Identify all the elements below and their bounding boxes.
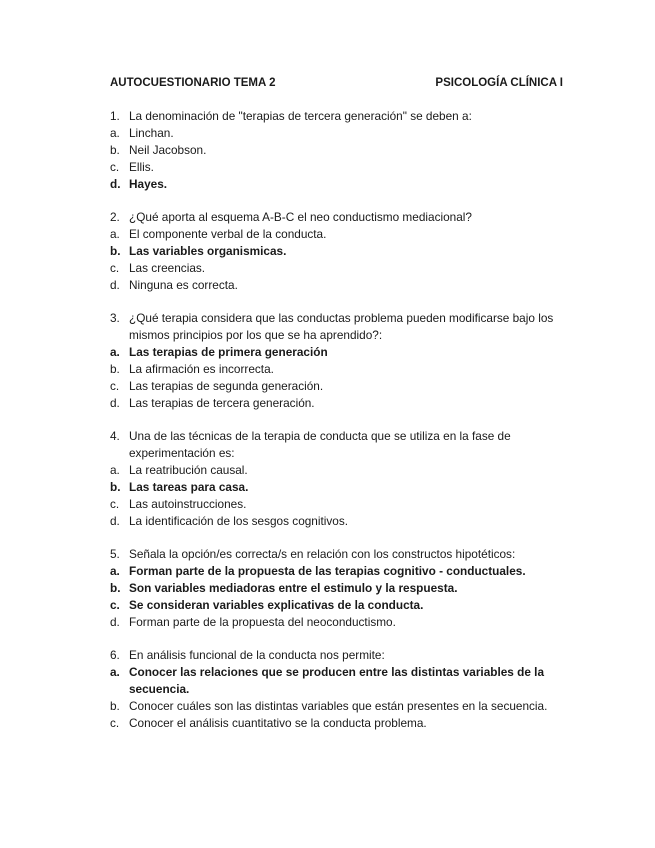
option-label: a. <box>110 126 120 140</box>
option-text: La reatribución causal. <box>129 463 248 477</box>
option-text: Las terapias de segunda generación. <box>129 379 324 393</box>
option-label: b. <box>110 244 121 258</box>
option-text: Conocer cuáles son las distintas variables que están presentes en la secuencia. <box>129 699 548 713</box>
option-text: Linchan. <box>129 126 174 140</box>
option <box>110 277 570 294</box>
option-label: a. <box>110 665 120 679</box>
question-text: La denominación de "terapias de tercera generación" se deben a: <box>129 109 472 123</box>
option <box>110 698 570 715</box>
option-label: c. <box>110 379 120 393</box>
option-correct <box>110 176 570 193</box>
option-label: a. <box>110 345 120 359</box>
question-6 <box>110 647 570 732</box>
header-subject: PSICOLOGÍA CLÍNICA I <box>435 77 563 89</box>
option-text: Ninguna es correcta. <box>129 278 238 292</box>
option <box>110 125 570 142</box>
option-correct <box>110 563 570 580</box>
question-stem <box>110 209 570 226</box>
option-text: Se consideran variables explicativas de la conducta. <box>129 598 424 612</box>
option <box>110 260 570 277</box>
option <box>110 614 570 631</box>
option-text: Conocer las relaciones que se producen entre las distintas variables de la secuencia. <box>129 665 545 696</box>
option-text: Neil Jacobson. <box>129 143 207 157</box>
option-text: Hayes. <box>129 177 168 191</box>
option-text: Son variables mediadoras entre el estimulo y la respuesta. <box>129 581 458 595</box>
option-text: Las creencias. <box>129 261 206 275</box>
option-text: Las terapias de tercera generación. <box>129 396 315 410</box>
question-text: ¿Qué terapia considera que las conductas problema pueden modificarse bajo los mismos principios por los que se ha aprendido?: <box>129 311 554 342</box>
question-stem <box>110 310 570 344</box>
option-text: Las autoinstrucciones. <box>129 497 247 511</box>
option-text: Conocer el análisis cuantitativo se la conducta problema. <box>129 716 427 730</box>
option-label: a. <box>110 463 120 477</box>
option-text: Las terapias de primera generación <box>129 345 328 359</box>
option <box>110 462 570 479</box>
page-header <box>110 77 563 93</box>
question-number: 6. <box>110 648 120 662</box>
option <box>110 378 570 395</box>
option-label: a. <box>110 564 120 578</box>
questionnaire <box>110 108 570 748</box>
option-text: El componente verbal de la conducta. <box>129 227 327 241</box>
option-text: La identificación de los sesgos cognitivos. <box>129 514 349 528</box>
question-4 <box>110 428 570 530</box>
option-label: c. <box>110 261 120 275</box>
option-label: d. <box>110 615 120 629</box>
question-5 <box>110 546 570 631</box>
option-text: Forman parte de la propuesta del neoconductismo. <box>129 615 396 629</box>
option-label: d. <box>110 514 120 528</box>
option <box>110 513 570 530</box>
option-text: Las tareas para casa. <box>129 480 249 494</box>
option-label: c. <box>110 598 120 612</box>
question-text: Una de las técnicas de la terapia de conducta que se utiliza en la fase de experimentación es: <box>129 429 511 460</box>
option-text: Las variables organismicas. <box>129 244 287 258</box>
option-label: c. <box>110 497 120 511</box>
question-2 <box>110 209 570 294</box>
option <box>110 226 570 243</box>
option <box>110 395 570 412</box>
question-text: Señala la opción/es correcta/s en relación con los constructos hipotéticos: <box>129 547 516 561</box>
option-label: b. <box>110 581 121 595</box>
question-stem <box>110 428 570 462</box>
question-number: 3. <box>110 311 120 325</box>
question-stem <box>110 108 570 125</box>
question-text: En análisis funcional de la conducta nos permite: <box>129 648 385 662</box>
option-label: d. <box>110 396 120 410</box>
option <box>110 142 570 159</box>
option-label: b. <box>110 480 121 494</box>
question-text: ¿Qué aporta al esquema A-B-C el neo conductismo mediacional? <box>129 210 472 224</box>
option-correct <box>110 344 570 361</box>
question-number: 4. <box>110 429 120 443</box>
option-label: b. <box>110 362 120 376</box>
option-label: c. <box>110 716 120 730</box>
question-stem <box>110 546 570 563</box>
option-label: c. <box>110 160 120 174</box>
question-1 <box>110 108 570 193</box>
question-number: 5. <box>110 547 120 561</box>
option-text: Forman parte de la propuesta de las terapias cognitivo - conductuales. <box>129 564 526 578</box>
option <box>110 715 570 732</box>
option-label: b. <box>110 699 120 713</box>
question-3 <box>110 310 570 412</box>
option-correct <box>110 597 570 614</box>
header-title: AUTOCUESTIONARIO TEMA 2 <box>110 77 276 89</box>
option-label: a. <box>110 227 120 241</box>
option <box>110 159 570 176</box>
option-text: La afirmación es incorrecta. <box>129 362 274 376</box>
option-label: d. <box>110 278 120 292</box>
option-text: Ellis. <box>129 160 154 174</box>
question-number: 1. <box>110 109 120 123</box>
option-label: b. <box>110 143 120 157</box>
option-label: d. <box>110 177 121 191</box>
option <box>110 496 570 513</box>
question-stem <box>110 647 570 664</box>
option <box>110 361 570 378</box>
question-number: 2. <box>110 210 120 224</box>
option-correct <box>110 243 570 260</box>
option-correct <box>110 664 570 698</box>
option-correct <box>110 479 570 496</box>
option-correct <box>110 580 570 597</box>
